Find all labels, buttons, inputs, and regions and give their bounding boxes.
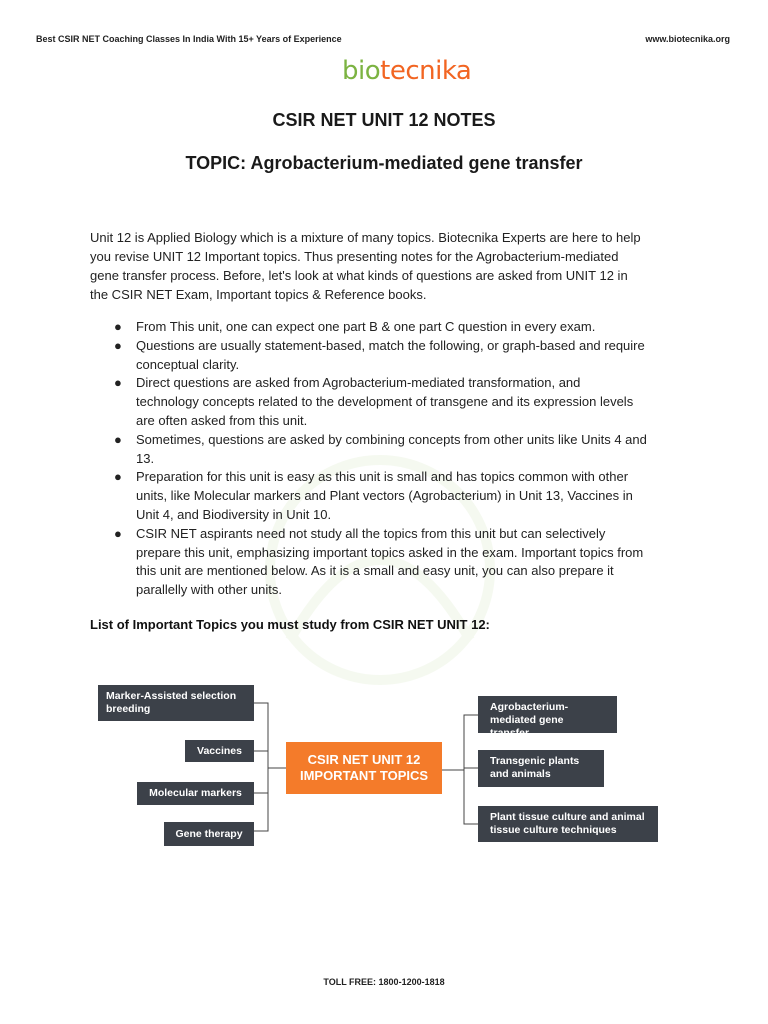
list-item-line: From This unit, one can expect one part B & one part C question in every exam. xyxy=(136,319,596,334)
node-label: mediated gene transfer xyxy=(490,714,564,739)
node-label: Agrobacterium- xyxy=(490,701,569,713)
topics-subheading: List of Important Topics you must study from CSIR NET UNIT 12: xyxy=(90,617,490,632)
node-transgenic-plants xyxy=(478,750,604,787)
node-vaccines xyxy=(185,740,254,762)
center-node-label: CSIR NET UNIT 12 xyxy=(307,752,421,767)
intro-line: the CSIR NET Exam, Important topics & Reference books. xyxy=(90,287,427,302)
header-website[interactable]: www.biotecnika.org xyxy=(645,34,730,44)
bullet-icon: ● xyxy=(114,469,122,485)
node-label: Gene therapy xyxy=(175,827,243,840)
list-item-line: Sometimes, questions are asked by combining concepts from other units like Units 4 and xyxy=(136,431,647,447)
list-item xyxy=(90,468,700,524)
logo-word-tecnika: tecnika xyxy=(380,56,472,86)
bullet-icon: ● xyxy=(114,375,122,391)
node-label: and animals xyxy=(490,768,551,780)
key-points-list xyxy=(90,318,700,600)
node-label: breeding xyxy=(106,703,151,715)
center-node-unit12 xyxy=(286,742,442,794)
center-node-label: IMPORTANT TOPICS xyxy=(299,768,429,783)
header-tagline: Best CSIR NET Coaching Classes In India With 15+ Years of Experience xyxy=(36,34,342,44)
list-item-line: Unit 4, and Biodiversity in Unit 10. xyxy=(136,506,332,522)
list-item-line: technology concepts related to the development of transgene and its expression levels xyxy=(136,394,634,410)
biotecnika-logo xyxy=(342,56,472,100)
node-molecular-markers xyxy=(137,782,254,805)
list-item-line: Questions are usually statement-based, match the following, or graph-based and require xyxy=(136,337,645,353)
logo-word-bio: bio xyxy=(342,56,381,86)
node-tissue-culture xyxy=(478,806,658,842)
bullet-icon: ● xyxy=(114,337,122,353)
list-item-line: are often asked from this unit. xyxy=(136,412,308,428)
node-label: Plant tissue culture and animal xyxy=(490,811,645,823)
list-item-line: Direct questions are asked from Agrobacterium-mediated transformation, and xyxy=(136,375,581,391)
intro-line: Unit 12 is Applied Biology which is a mixture of many topics. Biotecnika Experts are here to help xyxy=(90,230,641,245)
page-title: CSIR NET UNIT 12 NOTES xyxy=(272,110,496,130)
list-item-line: CSIR NET aspirants need not study all the topics from this unit but can selectively xyxy=(136,525,606,541)
node-agrobacterium-gene-transfer xyxy=(478,696,617,739)
intro-paragraph xyxy=(90,228,690,304)
node-label: Transgenic plants xyxy=(490,755,580,767)
node-marker-assisted-selection xyxy=(98,685,254,721)
bullet-icon: ● xyxy=(114,525,122,541)
list-item xyxy=(90,374,700,430)
list-item-line: Preparation for this unit is easy as this unit is small and has topics common with other xyxy=(136,469,629,485)
list-item-line: conceptual clarity. xyxy=(136,356,240,372)
list-item xyxy=(90,318,700,337)
footer-tollfree: TOLL FREE: 1800-1200-1818 xyxy=(323,977,445,987)
list-item xyxy=(90,525,700,600)
node-label: tissue culture techniques xyxy=(490,824,617,836)
list-item-line: 13. xyxy=(136,450,155,466)
list-item xyxy=(90,337,700,375)
list-item xyxy=(90,431,700,469)
list-item-line: prepare this unit, emphasizing important topics asked in the exam. Important topics from xyxy=(136,544,644,560)
node-label: Vaccines xyxy=(197,744,242,757)
node-gene-therapy xyxy=(164,822,254,846)
list-item-line: units, like Molecular markers and Plant vectors (Agrobacterium) in Unit 13, Vaccines in xyxy=(136,488,633,504)
topic-title: TOPIC: Agrobacterium-mediated gene transfer xyxy=(185,153,583,173)
list-item-line: parallelly with other units. xyxy=(136,582,282,598)
intro-line: you revise UNIT 12 Important topics. Thus presenting notes for the Agrobacterium-mediated xyxy=(90,249,619,264)
node-label: Molecular markers xyxy=(149,787,242,799)
bullet-icon: ● xyxy=(114,431,122,447)
bullet-icon: ● xyxy=(114,319,122,334)
intro-line: gene transfer process. Before, let's look at what kinds of questions are asked from UNIT 12 in xyxy=(90,268,628,283)
node-label: Marker-Assisted selection xyxy=(106,690,237,702)
list-item-line: this unit are mentioned below. As it is a small and easy unit, you can also prepare it xyxy=(136,563,614,579)
